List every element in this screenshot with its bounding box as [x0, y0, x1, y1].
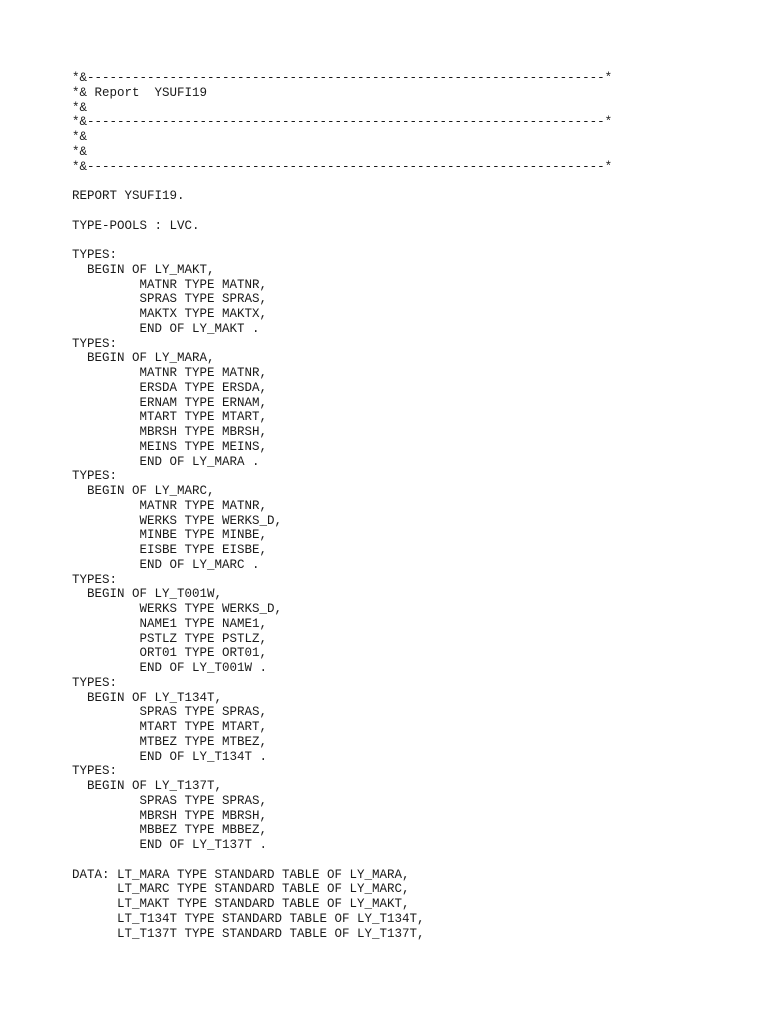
- code-line: REPORT YSUFI19.: [72, 189, 185, 203]
- blank-line: [72, 233, 612, 248]
- code-line: BEGIN OF LY_MAKT,: [72, 262, 215, 277]
- blank-line: [72, 174, 612, 189]
- code-line: MEINS TYPE MEINS,: [72, 439, 268, 454]
- code-line: TYPES:: [72, 572, 118, 587]
- code-line: NAME1 TYPE NAME1,: [72, 616, 268, 631]
- code-line: END OF LY_T137T .: [72, 838, 268, 852]
- comment-line: *&: [72, 100, 88, 115]
- comment-line: *&---------------------------------------------------------------------*: [72, 115, 613, 130]
- code-line: EISBE TYPE EISBE,: [72, 543, 268, 557]
- code-line: LT_T134T TYPE STANDARD TABLE OF LY_T134T,: [72, 911, 425, 926]
- blank-line: [72, 853, 612, 868]
- code-line: TYPES:: [72, 764, 118, 779]
- code-line: MTBEZ TYPE MTBEZ,: [72, 734, 268, 749]
- code-line: MATNR TYPE MATNR,: [72, 366, 268, 380]
- code-line: LT_MARC TYPE STANDARD TABLE OF LY_MARC,: [72, 882, 410, 897]
- code-line: MBRSH TYPE MBRSH,: [72, 808, 268, 823]
- code-line: TYPES:: [72, 675, 118, 690]
- code-line: TYPES:: [72, 469, 118, 484]
- comment-line: *&---------------------------------------------------------------------*: [72, 159, 613, 174]
- code-line: BEGIN OF LY_T137T,: [72, 779, 223, 793]
- comment-line: *&: [72, 144, 88, 159]
- code-line: WERKS TYPE WERKS_D,: [72, 513, 283, 528]
- code-line: END OF LY_MAKT .: [72, 321, 260, 336]
- code-line: MBRSH TYPE MBRSH,: [72, 425, 268, 439]
- code-line: MINBE TYPE MINBE,: [72, 528, 268, 543]
- code-line: END OF LY_T001W .: [72, 661, 268, 675]
- code-line: DATA: LT_MARA TYPE STANDARD TABLE OF LY_MARA,: [72, 867, 410, 882]
- code-line: ERSDA TYPE ERSDA,: [72, 380, 268, 395]
- code-line: TYPES:: [72, 336, 118, 351]
- code-line: END OF LY_MARA .: [72, 454, 260, 469]
- code-line: MTART TYPE MTART,: [72, 410, 268, 425]
- comment-line: *& Report YSUFI19: [72, 85, 208, 100]
- code-line: ORT01 TYPE ORT01,: [72, 646, 268, 661]
- code-line: BEGIN OF LY_MARA,: [72, 351, 215, 366]
- code-line: END OF LY_T134T .: [72, 749, 268, 764]
- code-line: LT_T137T TYPE STANDARD TABLE OF LY_T137T,: [72, 926, 425, 941]
- code-line: MAKTX TYPE MAKTX,: [72, 307, 268, 321]
- blank-line: [72, 204, 612, 219]
- code-line: MATNR TYPE MATNR,: [72, 277, 268, 292]
- code-line: MATNR TYPE MATNR,: [72, 498, 268, 513]
- code-line: BEGIN OF LY_MARC,: [72, 484, 215, 498]
- comment-line: *&: [72, 130, 88, 144]
- code-line: BEGIN OF LY_T134T,: [72, 690, 223, 705]
- code-line: SPRAS TYPE SPRAS,: [72, 292, 268, 307]
- code-line: TYPE-POOLS : LVC.: [72, 218, 200, 233]
- code-line: WERKS TYPE WERKS_D,: [72, 602, 283, 616]
- code-line: ERNAM TYPE ERNAM,: [72, 395, 268, 410]
- code-line: SPRAS TYPE SPRAS,: [72, 705, 268, 720]
- code-line: MBBEZ TYPE MBBEZ,: [72, 823, 268, 838]
- code-line: BEGIN OF LY_T001W,: [72, 587, 223, 602]
- code-line: LT_MAKT TYPE STANDARD TABLE OF LY_MAKT,: [72, 897, 410, 911]
- abap-source-code: [72, 71, 612, 941]
- code-line: MTART TYPE MTART,: [72, 720, 268, 734]
- code-line: SPRAS TYPE SPRAS,: [72, 793, 268, 808]
- code-line: TYPES:: [72, 248, 118, 262]
- code-line: END OF LY_MARC .: [72, 557, 260, 572]
- comment-line: *&---------------------------------------------------------------------*: [72, 71, 613, 85]
- code-line: PSTLZ TYPE PSTLZ,: [72, 631, 268, 646]
